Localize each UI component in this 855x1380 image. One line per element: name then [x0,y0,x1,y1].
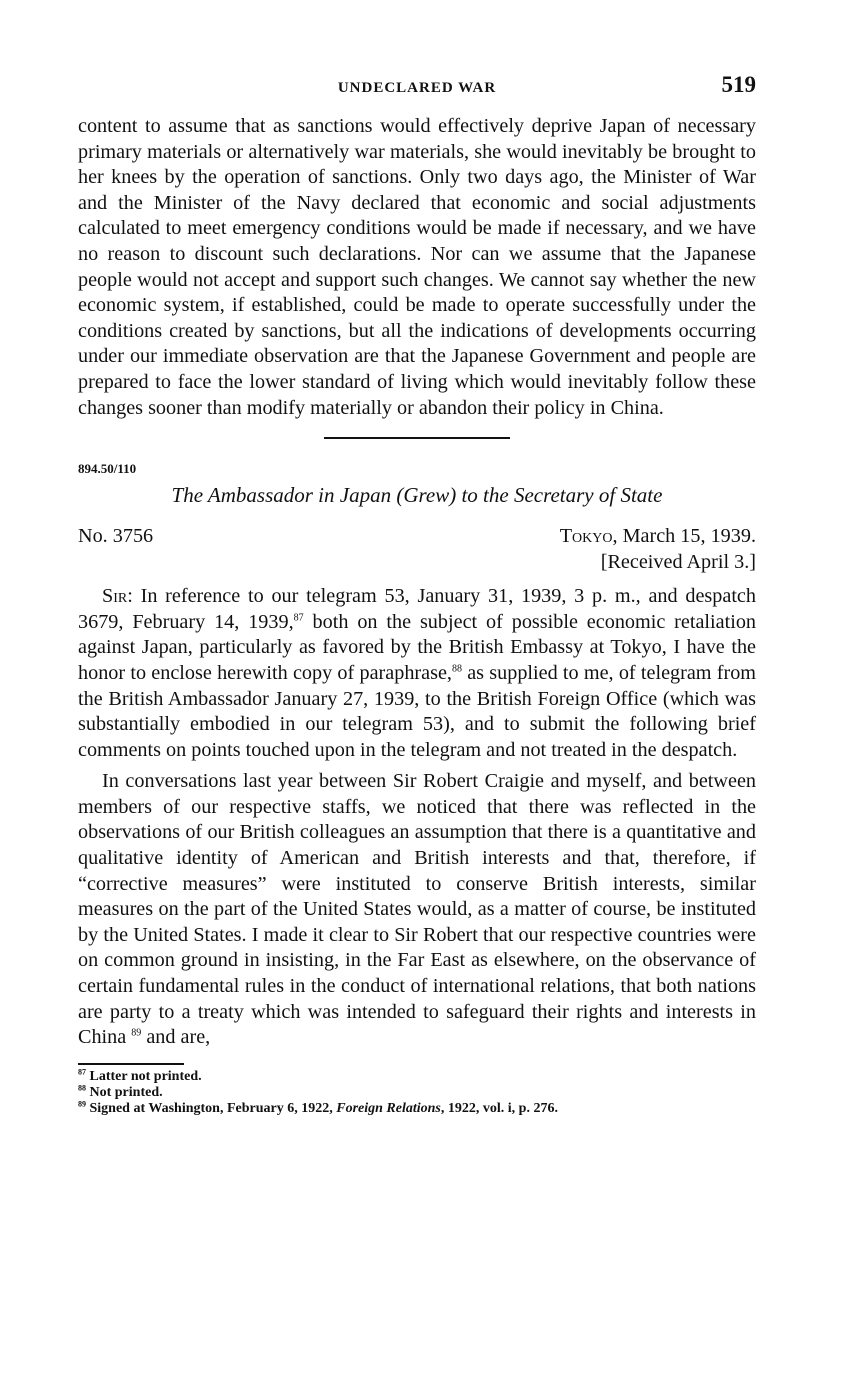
footnotes [78,1069,756,1117]
continued-paragraph: content to assume that as sanctions would effectively deprive Japan of necessary primary materials or alternatively war materials, she would inevitably be brought to her knees by the operation of sanctions. Only two days ago, the Minister of War and the Minister of the Navy declared that economic and social adjustments calculated to meet emergency conditions would be made if necessary, and we have no reason to discount such declarations. Nor can we assume that the Japanese people would not accept and support such changes. We cannot say whether the new economic system, if established, could be made to operate successfully under the conditions created by sanctions, but all the indications of developments occurring under our immediate observation are that the Japanese Government and people are prepared to face the lower standard of living which would inevitably follow these changes sooner than modify materially or abandon their policy in China. [78,115,756,419]
place-name: Tokyo [559,525,613,548]
paragraph-text: and are, [141,1026,211,1049]
running-title: UNDECLARED WAR [337,80,497,96]
running-header [78,72,756,106]
date-text: , March 15, 1939. [612,525,756,548]
footnote-text: , 1922, vol. i, p. 276. [440,1100,558,1116]
document-heading: The Ambassador in Japan (Grew) to the Secretary of State [171,483,663,508]
footnote-text: Signed at Washington, February 6, 1922, [89,1100,337,1116]
document-page [78,72,756,1117]
despatch-number: No. 3756 [78,525,154,548]
footnote-89 [78,1101,756,1117]
paragraph-text: In conversations last year between Sir Robert Craigie and myself, and between members of our respective staffs, we noticed that there was reflected in the observations of our British colleagues an assumption that there is a quantitative and qualitative identity of American and British interests and that, therefore, if “corrective measures” were instituted to conserve British interests, similar measures on the part of the United States would, as a matter of course, be instituted by the United States. I made it clear to Sir Robert that our respective countries were on common ground in insisting, in the Far East as elsewhere, on the observance of certain fundamental rules in the conduct of international relations, that both nations are party to a treaty which was intended to safeguard their rights and interests in China [78,770,756,1049]
dateline [78,524,756,576]
footnote-ref-87: 87 [293,611,304,623]
received-date: [Received April 3.] [600,550,756,573]
file-number: 894.50/110 [78,461,137,477]
date-block [560,524,756,575]
paragraph-text: as supplied to me, of telegram from the British Ambassador January 27, 1939, to the British Foreign Office (which was substantially embodied in our telegram 53), and to submit the following brief comments on points touched upon in the telegram and not treated in the despatch. [78,661,756,761]
section-divider [324,437,510,439]
paragraph-text: : In reference to our telegram 53, January 31, 1939, 3 p. m., and despatch 3679, February 14, 1939, [78,585,756,633]
paragraph-text: both on the subject of possible economic retaliation against Japan, particularly as favored by the British Embassy at Tokyo, I have the honor to enclose herewith copy of paraphrase, [78,610,757,684]
footnote-publication: Foreign Relations [336,1100,441,1116]
footnote-text: Not printed. [89,1084,163,1100]
footnote-marker: 87 [78,1067,86,1077]
paragraph-salutation [78,584,756,763]
salutation: Sir [102,585,128,608]
footnote-87 [78,1069,756,1085]
page-number: 519 [721,72,756,97]
footnote-ref-88: 88 [451,663,462,675]
paragraph-conversations [78,769,756,1051]
footnote-ref-89: 89 [131,1027,142,1039]
footnote-divider [78,1063,184,1065]
footnote-text: Latter not printed. [89,1068,202,1084]
footnote-marker: 88 [78,1083,86,1093]
place-date [560,524,756,550]
footnote-marker: 89 [78,1099,86,1109]
footnote-88 [78,1085,756,1101]
